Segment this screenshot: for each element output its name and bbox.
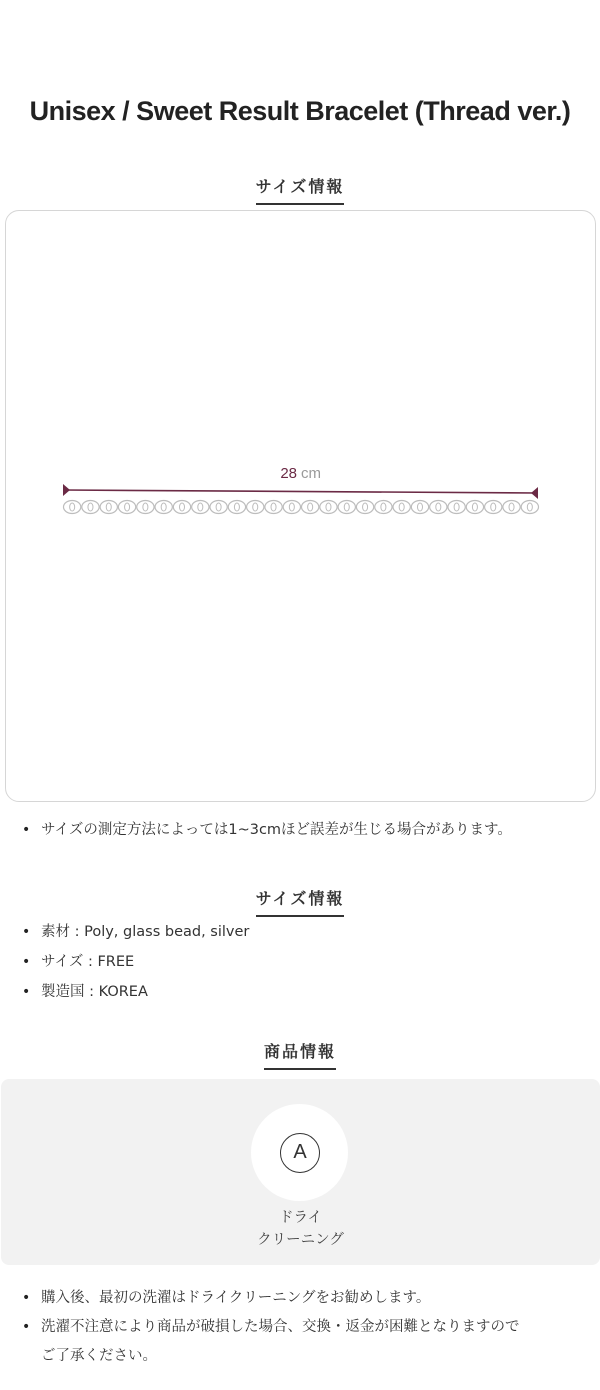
chain-link-inner	[308, 503, 313, 511]
chain-link-inner	[436, 503, 441, 511]
list-item: • サイズの測定方法によっては1~3cmほど誤差が生じる場合があります。	[22, 815, 582, 845]
chain-link	[356, 501, 373, 514]
chain-link-inner	[491, 503, 496, 511]
chain-link-inner	[381, 503, 386, 511]
chain-link	[302, 501, 319, 514]
chain-link	[375, 501, 392, 514]
chain-link-inner	[70, 503, 75, 511]
chain-link	[485, 501, 502, 514]
chain-link-inner	[106, 503, 111, 511]
chain-link	[521, 501, 538, 514]
chain-link	[192, 501, 209, 514]
bracelet-size-illustration	[6, 211, 597, 803]
size-diagram	[5, 210, 596, 802]
chain-link	[228, 501, 245, 514]
chain-link	[448, 501, 465, 514]
measure-arrow-left	[63, 484, 70, 496]
list-item: • 素材 : Poly, glass bead, silver	[22, 917, 582, 947]
bracelet-chain	[64, 501, 539, 514]
chain-link	[265, 501, 282, 514]
chain-link-inner	[326, 503, 331, 511]
chain-link-inner	[472, 503, 477, 511]
chain-link-inner	[234, 503, 239, 511]
care-instructions-panel	[1, 1079, 600, 1265]
chain-link-inner	[88, 503, 93, 511]
chain-link-inner	[418, 503, 423, 511]
chain-link-inner	[143, 503, 148, 511]
chain-link	[503, 501, 520, 514]
chain-link	[247, 501, 264, 514]
chain-link-inner	[509, 503, 514, 511]
dry-clean-icon-circle	[251, 1104, 348, 1201]
chain-link	[100, 501, 117, 514]
care-note-list	[22, 1283, 582, 1371]
list-item: • 製造国 : KOREA	[22, 977, 582, 1007]
list-item: • サイズ : FREE	[22, 947, 582, 977]
size-section-heading: サイズ情報	[0, 174, 600, 205]
chain-link-inner	[161, 503, 166, 511]
chain-link	[320, 501, 337, 514]
measure-arrow-right	[531, 487, 538, 499]
chain-link-inner	[180, 503, 185, 511]
chain-link-inner	[454, 503, 459, 511]
spec-section-heading: サイズ情報	[0, 886, 600, 917]
chain-link-inner	[216, 503, 221, 511]
chain-link-inner	[399, 503, 404, 511]
product-info-heading: 商品情報	[0, 1039, 600, 1070]
list-item: • 購入後、最初の洗濯はドライクリーニングをお勧めします。	[22, 1283, 582, 1313]
chain-link	[82, 501, 99, 514]
chain-link	[137, 501, 154, 514]
list-item: • 洗濯不注意により商品が破損した場合、交換・返金が困難となりますので ご了承ください。	[22, 1313, 582, 1371]
care-label: ドライ クリーニング	[257, 1210, 344, 1248]
chain-link	[118, 501, 135, 514]
product-title: Unisex / Sweet Result Bracelet (Thread ver.)	[29, 96, 571, 126]
chain-link-inner	[198, 503, 203, 511]
measure-value: 28	[280, 465, 297, 482]
chain-link	[283, 501, 300, 514]
chain-link	[393, 501, 410, 514]
chain-link-inner	[289, 503, 294, 511]
dry-clean-icon: A	[280, 1133, 320, 1173]
chain-link-inner	[271, 503, 276, 511]
chain-link	[64, 501, 81, 514]
chain-link-inner	[344, 503, 349, 511]
spec-list	[22, 917, 582, 1007]
chain-link	[155, 501, 172, 514]
measure-unit: cm	[301, 465, 321, 482]
chain-link	[338, 501, 355, 514]
measure-line	[64, 490, 537, 493]
chain-link-inner	[527, 503, 532, 511]
chain-link-inner	[253, 503, 258, 511]
chain-link-inner	[363, 503, 368, 511]
chain-link	[411, 501, 428, 514]
size-note-list	[22, 815, 582, 845]
chain-link	[466, 501, 483, 514]
chain-link	[430, 501, 447, 514]
chain-link-inner	[125, 503, 130, 511]
chain-link	[173, 501, 190, 514]
chain-link	[210, 501, 227, 514]
